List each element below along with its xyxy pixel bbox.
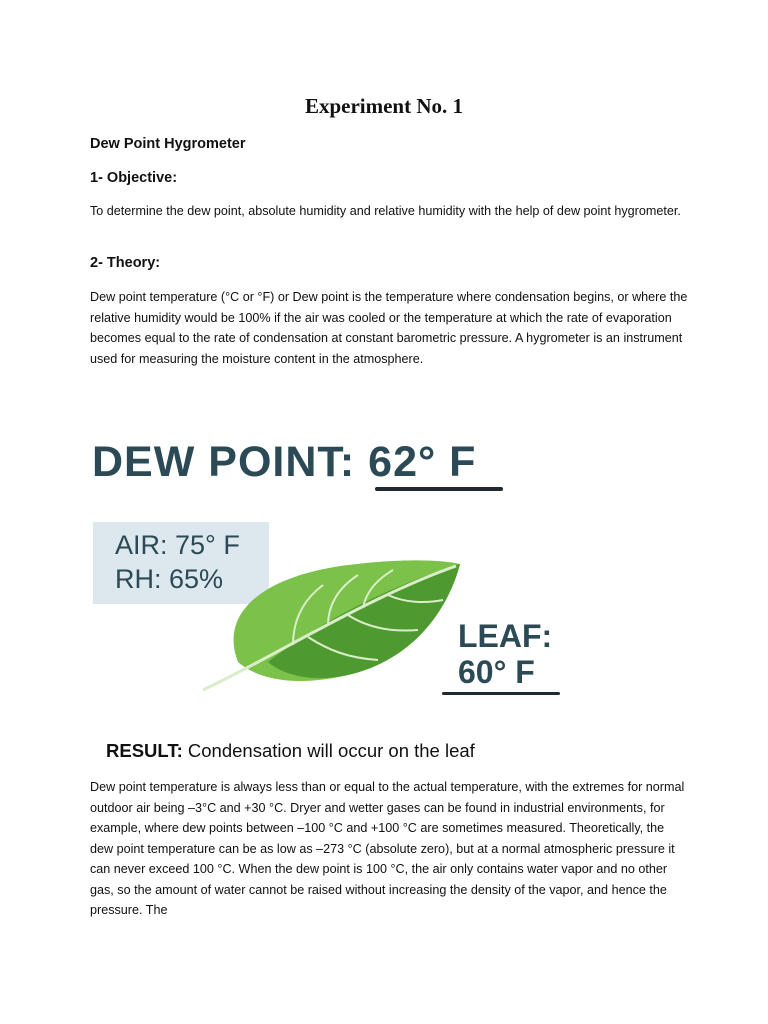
theory-heading: 2- Theory: xyxy=(90,255,161,271)
objective-heading: 1- Objective: xyxy=(90,170,178,186)
leaf-temp-underline xyxy=(442,692,560,695)
leaf-label: LEAF: xyxy=(458,618,553,654)
result-caption xyxy=(106,740,475,762)
dew-point-label: DEW POINT: 62° F xyxy=(92,438,477,486)
relative-humidity-label: RH: 65% xyxy=(115,564,224,594)
dew-point-infographic xyxy=(88,432,588,772)
result-text: Condensation will occur on the leaf xyxy=(182,740,475,761)
dew-point-paragraph: Dew point temperature is always less than or equal to the actual temperature, with the extremes for normal outdoor air being –3°C and +30 °C. Dryer and wetter gases can be found in industrial environments, for example, where dew points between –100 °C and +100 °C are sometimes measured. Theoretically, the dew point temperature can be as low as –273 °C (absolute zero), but at a normal atmospheric pressure it can never exceed 100 °C. When the dew point is 100 °C, the air only contains water vapor and no other gas, so the amount of water cannot be raised without increasing the density of the vapor, and hence the pressure. The xyxy=(90,780,685,917)
page-title: Experiment No. 1 xyxy=(304,94,464,118)
dew-point-underline xyxy=(375,487,503,491)
air-temp-label: AIR: 75° F xyxy=(115,530,240,560)
leaf-temp-label: 60° F xyxy=(458,654,535,690)
document-subtitle: Dew Point Hygrometer xyxy=(90,136,246,152)
result-label: RESULT: xyxy=(106,740,183,761)
leaf-icon xyxy=(198,550,468,695)
objective-paragraph: To determine the dew point, absolute humidity and relative humidity with the help of dew point hygrometer. xyxy=(90,204,681,218)
theory-paragraph: Dew point temperature (°C or °F) or Dew point is the temperature where condensation begins, or where the relative humidity would be 100% if the air was cooled or the temperature at which the rate of evaporation becomes equal to the rate of condensation at constant barometric pressure. A hygrometer is an instrument used for measuring the moisture content in the atmosphere. xyxy=(90,290,688,366)
